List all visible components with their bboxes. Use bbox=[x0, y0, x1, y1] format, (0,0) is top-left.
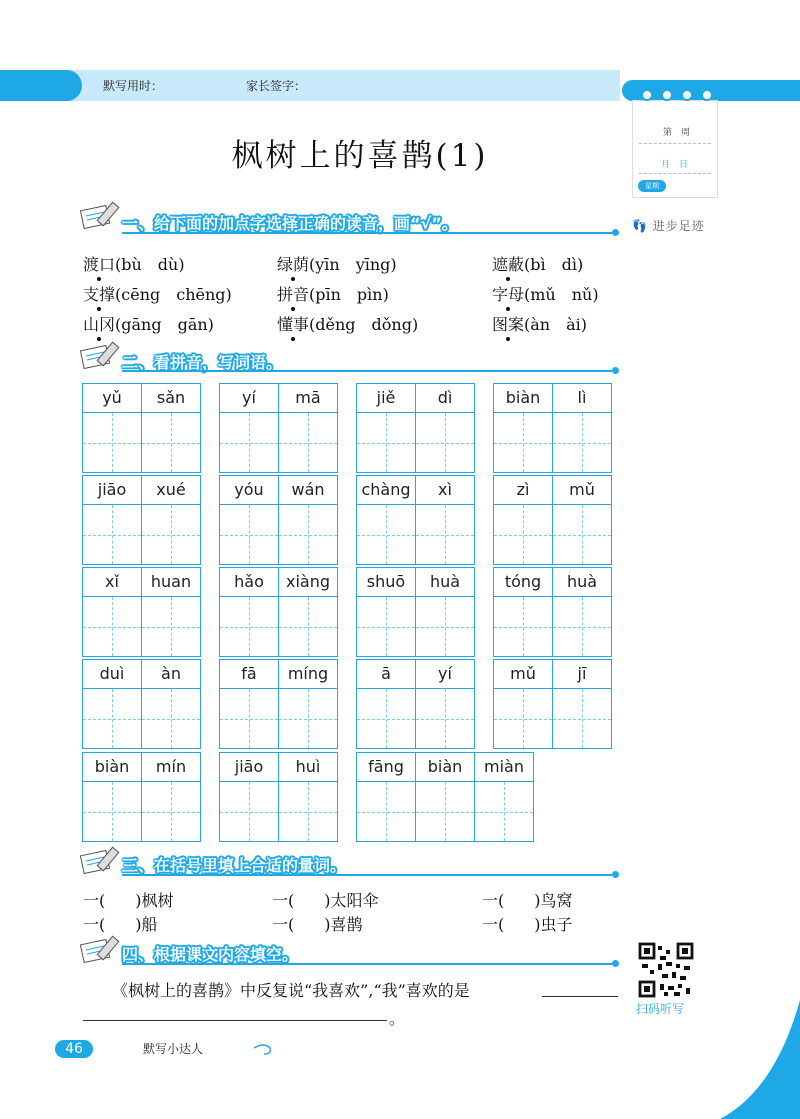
pen-note-icon bbox=[80, 845, 124, 875]
word: 拼音 bbox=[277, 285, 310, 304]
measure-word-item[interactable]: 一( )虫子 bbox=[482, 915, 573, 934]
pinyin-label: hǎo bbox=[220, 568, 278, 597]
footprint-icon: 👣 bbox=[632, 219, 648, 233]
pinyin-label: fāng bbox=[357, 753, 415, 782]
measure-word-item[interactable]: 一( )太阳伞 bbox=[272, 891, 379, 910]
pinyin-label: zì bbox=[494, 476, 552, 505]
pinyin-label: fā bbox=[220, 660, 278, 689]
options[interactable]: (cēng chēng) bbox=[115, 285, 232, 304]
section-divider bbox=[122, 963, 612, 965]
word-writing-box bbox=[82, 659, 201, 749]
word: 绿荫 bbox=[277, 255, 310, 274]
section-dot bbox=[612, 960, 619, 967]
tianzi-cell[interactable] bbox=[494, 597, 552, 656]
options[interactable]: (bù dù) bbox=[115, 255, 185, 274]
qr-code-icon[interactable] bbox=[638, 942, 694, 998]
fill-end: 。 bbox=[389, 1009, 406, 1028]
tianzi-cell[interactable] bbox=[142, 689, 200, 748]
answer-blank[interactable] bbox=[542, 996, 618, 997]
pinyin-label: mā bbox=[279, 384, 337, 413]
word-writing-box bbox=[356, 567, 475, 657]
word-writing-box bbox=[493, 659, 612, 749]
pinyin-label: biàn bbox=[83, 753, 141, 782]
pinyin-label: dì bbox=[416, 384, 474, 413]
character-column bbox=[494, 384, 553, 472]
tianzi-cell[interactable] bbox=[220, 413, 278, 472]
weekday-badge: 星期 bbox=[638, 180, 666, 192]
pinyin-choice-item bbox=[492, 252, 583, 275]
tianzi-cell[interactable] bbox=[220, 782, 278, 841]
section-4-title: 四、根据课文内容填空。 bbox=[122, 945, 299, 964]
time-label: 默写用时： bbox=[103, 79, 164, 93]
pen-note-icon bbox=[80, 340, 124, 370]
word: 图案 bbox=[492, 315, 525, 334]
section-divider bbox=[122, 232, 612, 234]
word-writing-box bbox=[493, 567, 612, 657]
pinyin-label: lì bbox=[553, 384, 611, 413]
pinyin-label: míng bbox=[279, 660, 337, 689]
tianzi-cell[interactable] bbox=[220, 505, 278, 564]
pinyin-choice-item bbox=[492, 282, 599, 305]
pinyin-choice-item bbox=[277, 282, 389, 305]
word-writing-box bbox=[356, 752, 534, 842]
pinyin-label: jiāo bbox=[220, 753, 278, 782]
character-column bbox=[494, 568, 553, 656]
tianzi-cell[interactable] bbox=[475, 782, 533, 841]
tianzi-cell[interactable] bbox=[83, 505, 141, 564]
character-column bbox=[279, 568, 337, 656]
character-column bbox=[220, 476, 279, 564]
header-bar bbox=[0, 70, 620, 101]
word-writing-box bbox=[493, 475, 612, 565]
measure-word-item[interactable]: 一( )枫树 bbox=[83, 891, 174, 910]
word-writing-box bbox=[356, 475, 475, 565]
word-writing-box bbox=[219, 475, 338, 565]
pinyin-label: xué bbox=[142, 476, 200, 505]
word: 字母 bbox=[492, 285, 525, 304]
tianzi-cell[interactable] bbox=[142, 505, 200, 564]
tianzi-cell[interactable] bbox=[553, 413, 611, 472]
page-number: 46 bbox=[55, 1040, 93, 1058]
character-column bbox=[494, 660, 553, 748]
pinyin-label: miàn bbox=[475, 753, 533, 782]
character-column bbox=[142, 476, 200, 564]
tianzi-cell[interactable] bbox=[142, 597, 200, 656]
character-column bbox=[357, 568, 416, 656]
answer-blank[interactable] bbox=[83, 1020, 387, 1021]
tianzi-cell[interactable] bbox=[220, 597, 278, 656]
character-column bbox=[279, 476, 337, 564]
fill-sentence: 《枫树上的喜鹊》中反复说“我喜欢”,“我”喜欢的是 bbox=[112, 981, 470, 1000]
word-writing-box bbox=[356, 659, 475, 749]
tianzi-cell[interactable] bbox=[279, 597, 337, 656]
pinyin-label: duì bbox=[83, 660, 141, 689]
section-3-title: 三、在括号里填上合适的量词。 bbox=[122, 856, 347, 875]
character-column bbox=[416, 753, 475, 841]
pinyin-label: wán bbox=[279, 476, 337, 505]
word-writing-box bbox=[82, 752, 201, 842]
tianzi-cell[interactable] bbox=[83, 782, 141, 841]
word-writing-box bbox=[82, 567, 201, 657]
pinyin-label: shuō bbox=[357, 568, 415, 597]
character-column bbox=[416, 384, 474, 472]
character-column bbox=[220, 568, 279, 656]
character-column bbox=[279, 660, 337, 748]
tianzi-cell[interactable] bbox=[357, 689, 415, 748]
character-column bbox=[83, 568, 142, 656]
options[interactable]: (pīn pìn) bbox=[309, 285, 389, 304]
tianzi-cell[interactable] bbox=[416, 413, 474, 472]
options[interactable]: (àn ài) bbox=[524, 315, 588, 334]
section-1-title: 一、给下面的加点字选择正确的读音，画“√”。 bbox=[122, 214, 458, 233]
ring-icon bbox=[641, 89, 653, 101]
qr-label: 扫码听写 bbox=[636, 1002, 685, 1016]
character-column bbox=[357, 384, 416, 472]
pen-note-icon bbox=[80, 200, 124, 230]
character-column bbox=[220, 660, 279, 748]
progress-label bbox=[632, 217, 705, 234]
pinyin-label: jī bbox=[553, 660, 611, 689]
character-column bbox=[416, 476, 474, 564]
pinyin-label: àn bbox=[142, 660, 200, 689]
measure-word-item[interactable]: 一( )喜鹊 bbox=[272, 915, 363, 934]
character-column bbox=[357, 476, 416, 564]
tianzi-cell[interactable] bbox=[83, 597, 141, 656]
character-column bbox=[553, 568, 611, 656]
date-label: 月 日 bbox=[661, 160, 689, 170]
pinyin-choice-item bbox=[83, 282, 232, 305]
word: 渡口 bbox=[83, 255, 116, 274]
character-column bbox=[83, 476, 142, 564]
pinyin-label: yóu bbox=[220, 476, 278, 505]
pinyin-choice-item bbox=[83, 252, 185, 275]
tianzi-cell[interactable] bbox=[357, 782, 415, 841]
tianzi-cell[interactable] bbox=[416, 597, 474, 656]
pinyin-label: mǔ bbox=[494, 660, 552, 689]
pinyin-label: yí bbox=[416, 660, 474, 689]
tianzi-cell[interactable] bbox=[279, 505, 337, 564]
character-column bbox=[279, 384, 337, 472]
word-writing-box bbox=[82, 383, 201, 473]
ring-icon bbox=[701, 89, 713, 101]
pinyin-label: yǔ bbox=[83, 384, 141, 413]
word: 遮蔽 bbox=[492, 255, 525, 274]
parent-sign-label: 家长签字： bbox=[246, 79, 307, 93]
tianzi-cell[interactable] bbox=[553, 597, 611, 656]
character-column bbox=[416, 660, 474, 748]
pinyin-choice-item bbox=[277, 252, 397, 275]
tianzi-cell[interactable] bbox=[494, 413, 552, 472]
pinyin-label: huì bbox=[279, 753, 337, 782]
tianzi-cell[interactable] bbox=[494, 689, 552, 748]
character-column bbox=[220, 753, 279, 841]
pinyin-label: xì bbox=[416, 476, 474, 505]
word-writing-box bbox=[219, 659, 338, 749]
pinyin-label: tóng bbox=[494, 568, 552, 597]
pinyin-choice-item bbox=[277, 312, 418, 335]
section-2-title: 二、看拼音，写词语。 bbox=[122, 353, 283, 372]
character-column bbox=[416, 568, 474, 656]
pen-note-icon bbox=[80, 934, 124, 964]
character-column bbox=[553, 384, 611, 472]
pinyin-label: huan bbox=[142, 568, 200, 597]
character-column bbox=[142, 753, 200, 841]
section-dot bbox=[612, 871, 619, 878]
pinyin-label: ā bbox=[357, 660, 415, 689]
word: 山冈 bbox=[83, 315, 116, 334]
tianzi-cell[interactable] bbox=[142, 782, 200, 841]
character-column bbox=[553, 660, 611, 748]
pinyin-label: huà bbox=[553, 568, 611, 597]
character-column bbox=[220, 384, 279, 472]
options[interactable]: (mǔ nǔ) bbox=[524, 285, 599, 304]
corner-decoration bbox=[720, 1000, 800, 1119]
tianzi-cell[interactable] bbox=[279, 782, 337, 841]
tianzi-cell[interactable] bbox=[416, 689, 474, 748]
options[interactable]: (bì dì) bbox=[524, 255, 584, 274]
tianzi-cell[interactable] bbox=[357, 413, 415, 472]
header-tab bbox=[0, 70, 82, 101]
character-column bbox=[142, 384, 200, 472]
tianzi-cell[interactable] bbox=[220, 689, 278, 748]
tianzi-cell[interactable] bbox=[83, 413, 141, 472]
pinyin-label: mǔ bbox=[553, 476, 611, 505]
word: 支撑 bbox=[83, 285, 116, 304]
pinyin-label: sǎn bbox=[142, 384, 200, 413]
curl-arrow-icon bbox=[252, 1038, 276, 1060]
measure-word-item[interactable]: 一( )船 bbox=[83, 915, 158, 934]
progress-text: 进步足迹 bbox=[652, 219, 705, 233]
section-divider bbox=[122, 370, 612, 372]
section-divider bbox=[122, 874, 612, 876]
word-writing-box bbox=[82, 475, 201, 565]
book-title: 默写小达人 bbox=[143, 1042, 204, 1056]
character-column bbox=[279, 753, 337, 841]
tianzi-cell[interactable] bbox=[553, 505, 611, 564]
word-writing-box bbox=[219, 567, 338, 657]
character-column bbox=[357, 753, 416, 841]
pinyin-label: chàng bbox=[357, 476, 415, 505]
tianzi-cell[interactable] bbox=[83, 689, 141, 748]
pinyin-label: yí bbox=[220, 384, 278, 413]
tianzi-cell[interactable] bbox=[494, 505, 552, 564]
tianzi-cell[interactable] bbox=[142, 413, 200, 472]
pinyin-choice-item bbox=[83, 312, 214, 335]
pinyin-label: jiāo bbox=[83, 476, 141, 505]
page-title: 枫树上的喜鹊(1) bbox=[231, 138, 489, 174]
word-writing-box bbox=[219, 383, 338, 473]
character-column bbox=[142, 568, 200, 656]
ring-icon bbox=[681, 89, 693, 101]
options[interactable]: (gāng gān) bbox=[115, 315, 214, 334]
tianzi-cell[interactable] bbox=[357, 505, 415, 564]
tianzi-cell[interactable] bbox=[416, 505, 474, 564]
word-writing-box bbox=[356, 383, 475, 473]
tianzi-cell[interactable] bbox=[279, 689, 337, 748]
ring-icon bbox=[661, 89, 673, 101]
character-column bbox=[83, 384, 142, 472]
tianzi-cell[interactable] bbox=[279, 413, 337, 472]
pinyin-label: jiě bbox=[357, 384, 415, 413]
character-column bbox=[553, 476, 611, 564]
tianzi-cell[interactable] bbox=[357, 597, 415, 656]
character-column bbox=[475, 753, 533, 841]
pinyin-label: mín bbox=[142, 753, 200, 782]
measure-word-item[interactable]: 一( )鸟窝 bbox=[482, 891, 573, 910]
character-column bbox=[83, 753, 142, 841]
pinyin-label: huà bbox=[416, 568, 474, 597]
section-dot bbox=[612, 367, 619, 374]
word-writing-box bbox=[493, 383, 612, 473]
options[interactable]: (děng dǒng) bbox=[309, 315, 419, 334]
word: 懂事 bbox=[277, 315, 310, 334]
pinyin-label: xiàng bbox=[279, 568, 337, 597]
character-column bbox=[357, 660, 416, 748]
character-column bbox=[494, 476, 553, 564]
word-writing-box bbox=[219, 752, 338, 842]
week-label: 第 周 bbox=[663, 128, 691, 138]
options[interactable]: (yīn yīng) bbox=[309, 255, 397, 274]
character-column bbox=[83, 660, 142, 748]
pinyin-label: biàn bbox=[494, 384, 552, 413]
pinyin-label: biàn bbox=[416, 753, 474, 782]
tianzi-cell[interactable] bbox=[416, 782, 474, 841]
section-dot bbox=[612, 229, 619, 236]
pinyin-label: xǐ bbox=[83, 568, 141, 597]
pinyin-choice-item bbox=[492, 312, 587, 335]
tianzi-cell[interactable] bbox=[553, 689, 611, 748]
character-column bbox=[142, 660, 200, 748]
